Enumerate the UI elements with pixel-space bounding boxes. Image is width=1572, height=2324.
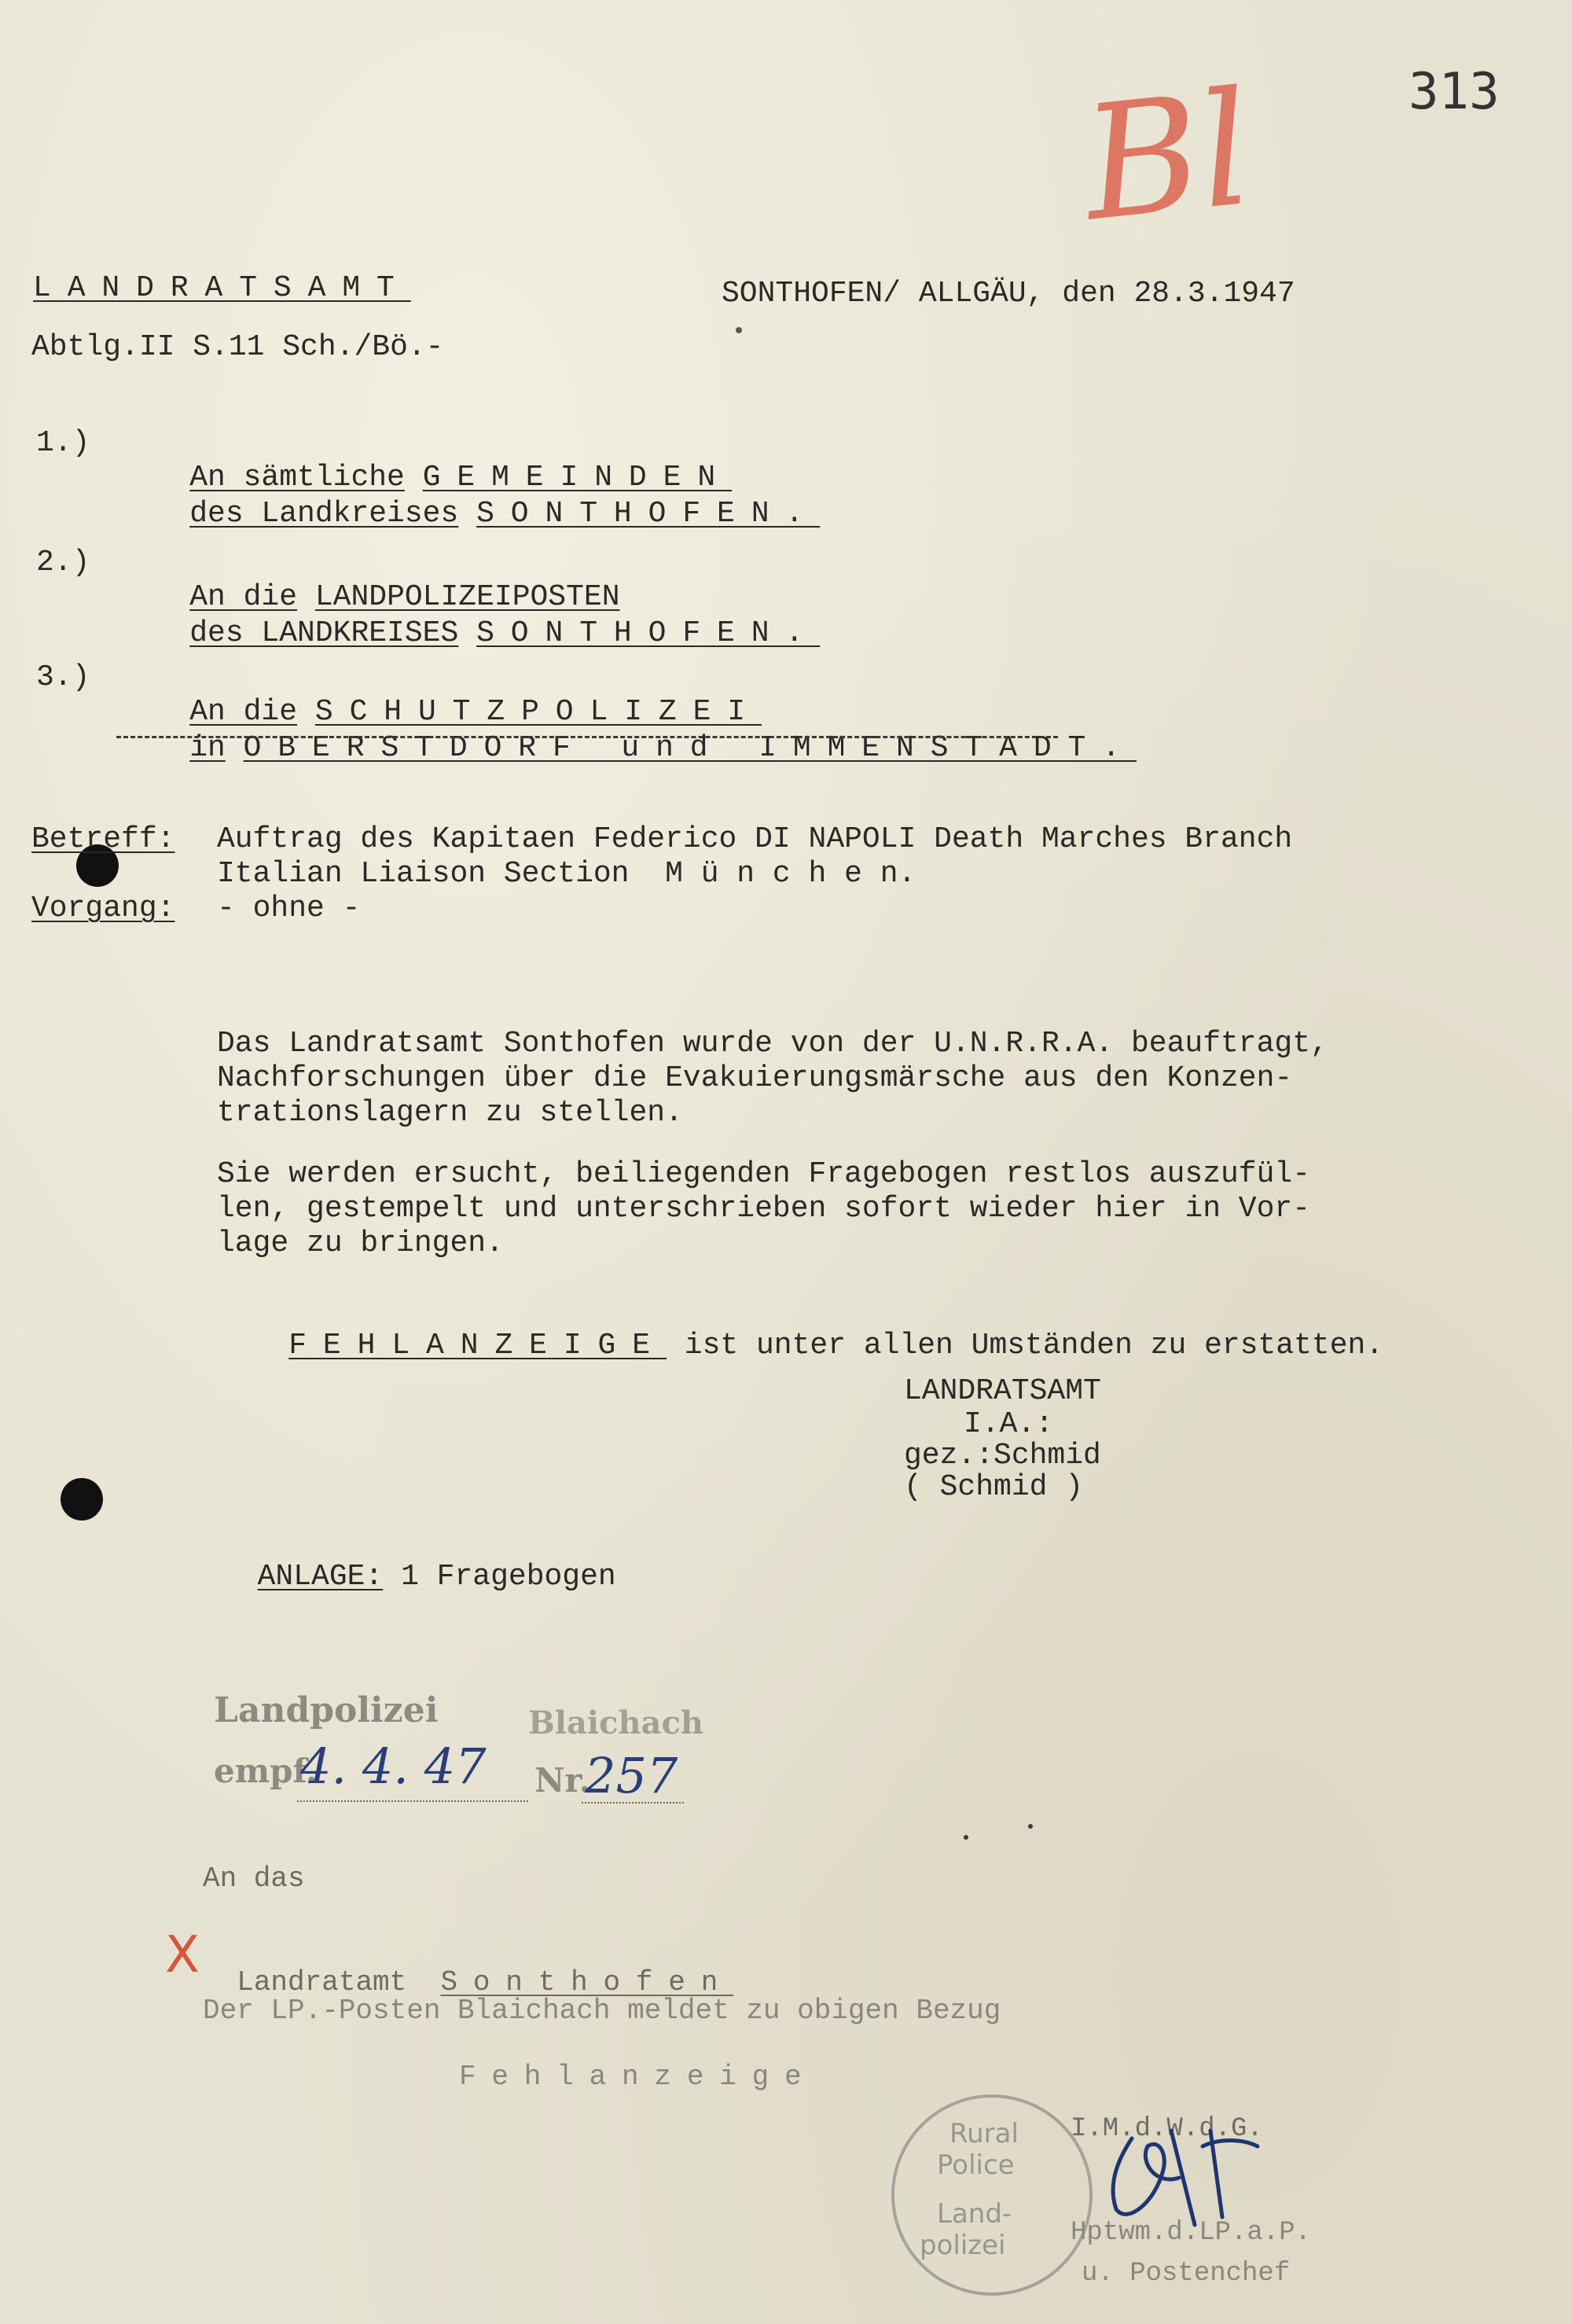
signature-ia: I.A.: bbox=[964, 1407, 1054, 1441]
punch-hole-bottom bbox=[61, 1478, 103, 1521]
reply-result: Fehlanzeige bbox=[459, 2061, 817, 2093]
receipt-stamp-post: Blaichach bbox=[528, 1704, 703, 1741]
recipient-text: LANDPOLIZEIPOSTEN bbox=[314, 580, 620, 614]
reply-role: u. Postenchef bbox=[1082, 2259, 1291, 2289]
reply-recipient-place: Sonthofen bbox=[440, 1966, 734, 1999]
body-line: Das Landratsamt Sonthofen wurde von der U.N.R.R.A. beauftragt, bbox=[217, 1027, 1328, 1061]
recipient-text: in bbox=[189, 731, 226, 765]
recipient-text: An die bbox=[189, 695, 298, 729]
subject-label: Betreff: bbox=[31, 822, 175, 856]
stamp-text: Police bbox=[937, 2149, 1015, 2181]
receipt-number-rule bbox=[582, 1802, 684, 1804]
body-line: len, gestempelt und unterschrieben sofort wieder hier in Vor- bbox=[217, 1192, 1311, 1226]
receipt-stamp-empf-label: empf. bbox=[214, 1752, 318, 1790]
recipient-text: SONTHOFEN. bbox=[476, 497, 821, 531]
rural-police-stamp bbox=[891, 2094, 1093, 2296]
stamp-text: polizei bbox=[920, 2230, 1006, 2261]
ink-speck bbox=[964, 1835, 968, 1840]
enclosure-line bbox=[222, 1525, 616, 1594]
recipient-text: An die bbox=[189, 580, 298, 614]
file-reference: Abtlg.II S.11 Sch./Bö.- bbox=[31, 330, 444, 364]
recipient-number: 2.) bbox=[36, 546, 90, 579]
reply-to: An das bbox=[203, 1863, 305, 1895]
emphasis-word: FEHLANZEIGE bbox=[288, 1329, 667, 1362]
receipt-stamp-office: Landpolizei bbox=[214, 1690, 439, 1730]
signature-gez: gez.:Schmid bbox=[904, 1439, 1101, 1473]
signature-name: ( Schmid ) bbox=[904, 1470, 1084, 1504]
office-heading: LANDRATSAMT bbox=[33, 271, 411, 305]
reply-imwdg: I.M.d.W.d.G. bbox=[1071, 2114, 1263, 2144]
receipt-stamp-nr-label: Nr. bbox=[534, 1761, 591, 1800]
subject-line: Italian Liaison Section M ü n c h e n. bbox=[217, 857, 916, 891]
reference-value: - ohne - bbox=[217, 892, 361, 925]
subject-line: Auftrag des Kapitaen Federico DI NAPOLI Death Marches Branch bbox=[217, 822, 1293, 856]
recipient-text: SONTHOFEN. bbox=[476, 616, 821, 650]
enclosure-label: ANLAGE: bbox=[257, 1560, 384, 1594]
stamp-text: Rural bbox=[949, 2118, 1019, 2149]
recipient-text: des Landkreises bbox=[189, 497, 459, 531]
recipient-text: OBERSTDORF und IMMENSTADT. bbox=[243, 731, 1137, 765]
place-and-date: SONTHOFEN/ ALLGÄU, den 28.3.1947 bbox=[722, 277, 1295, 311]
signature-office: LANDRATSAMT bbox=[904, 1374, 1101, 1408]
recipient-line bbox=[118, 697, 1137, 800]
recipient-text: GEMEINDEN bbox=[422, 461, 733, 495]
recipient-text: SCHUTZPOLIZEI bbox=[314, 695, 762, 729]
red-initials-mark: Bl bbox=[1075, 57, 1260, 257]
reply-recipient-office: Landratamt bbox=[237, 1966, 407, 1999]
reply-recipient bbox=[203, 1931, 733, 2000]
page-number: 313 bbox=[1409, 63, 1500, 121]
ink-speck bbox=[1028, 1824, 1033, 1829]
body-line: Sie werden ersucht, beiliegenden Fragebogen restlos auszufül- bbox=[217, 1157, 1311, 1191]
enclosure-text: 1 Fragebogen bbox=[401, 1560, 616, 1594]
body-line: lage zu bringen. bbox=[217, 1226, 504, 1260]
recipient-number: 3.) bbox=[36, 660, 90, 694]
reply-red-mark: X bbox=[165, 1926, 200, 1984]
body-line: Nachforschungen über die Evakuierungsmärsche aus den Konzen- bbox=[217, 1061, 1293, 1095]
recipient-text: An sämtliche bbox=[189, 461, 405, 495]
reference-label: Vorgang: bbox=[31, 892, 175, 925]
reply-rank: Hptwm.d.LP.a.P. bbox=[1071, 2218, 1312, 2248]
recipient-number: 1.) bbox=[36, 426, 90, 460]
ink-speck bbox=[736, 327, 742, 333]
stamp-text: Land- bbox=[937, 2198, 1012, 2230]
recipient-text: des LANDKREISES bbox=[189, 616, 459, 650]
body-text: ist unter allen Umständen zu erstatten. bbox=[684, 1329, 1384, 1362]
receipt-number-handwritten: 257 bbox=[585, 1747, 678, 1804]
reply-report-line: Der LP.-Posten Blaichach meldet zu obigen Bezug bbox=[203, 1995, 1001, 2027]
body-line: trationslagern zu stellen. bbox=[217, 1096, 683, 1130]
receipt-date-handwritten: 4. 4. 47 bbox=[300, 1737, 487, 1795]
receipt-date-rule bbox=[297, 1800, 528, 1802]
handwritten-signature bbox=[1085, 2115, 1273, 2241]
recipients-divider bbox=[116, 736, 1058, 738]
body-line bbox=[217, 1294, 1383, 1398]
